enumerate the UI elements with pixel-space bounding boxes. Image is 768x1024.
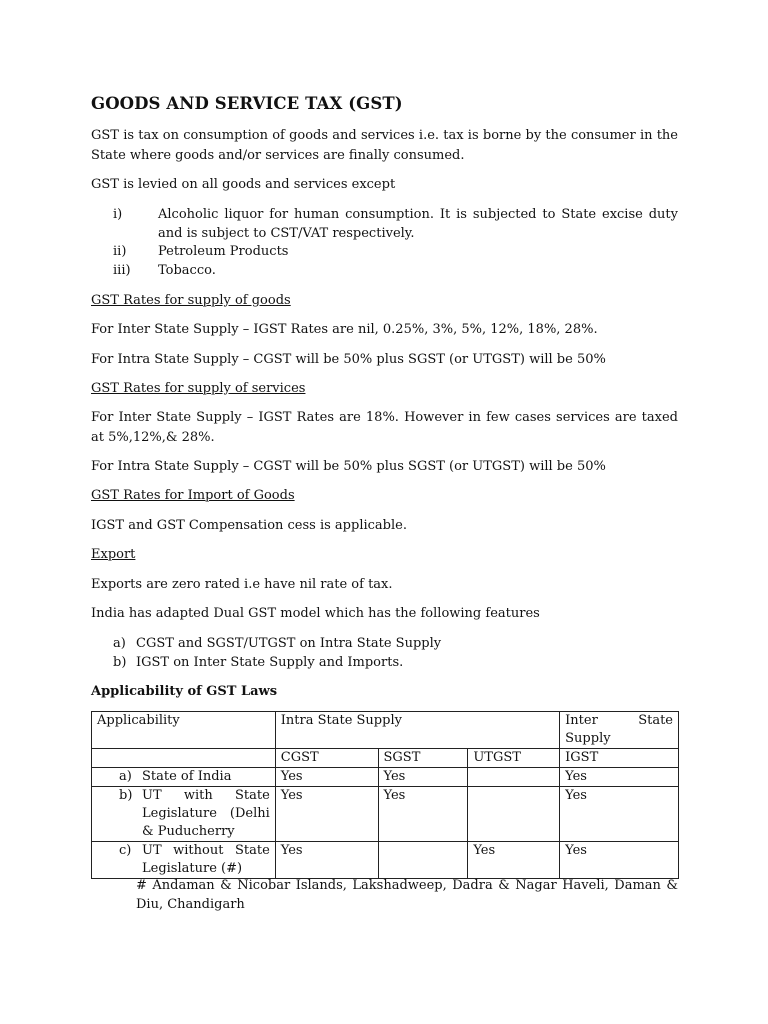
table-row bbox=[92, 787, 679, 842]
levied-paragraph: GST is levied on all goods and services except bbox=[91, 177, 396, 192]
table-subheader-row bbox=[92, 749, 679, 768]
page-title: GOODS AND SERVICE TAX (GST) bbox=[91, 94, 403, 113]
row-label-text: UT without State Legislature (#) bbox=[142, 843, 270, 876]
goods-heading: GST Rates for supply of goods bbox=[91, 293, 291, 308]
igst-cell: Yes bbox=[560, 842, 679, 879]
services-intra-paragraph: For Intra State Supply – CGST will be 50% plus SGST (or UTGST) will be 50% bbox=[91, 459, 606, 474]
export-paragraph: Exports are zero rated i.e have nil rate of tax. bbox=[91, 577, 393, 592]
header-applicability: Applicability bbox=[92, 712, 276, 749]
services-heading: GST Rates for supply of services bbox=[91, 381, 306, 396]
subheader-utgst: UTGST bbox=[468, 749, 560, 768]
list-number: ii) bbox=[113, 244, 127, 259]
header-supply-word: Supply bbox=[565, 731, 611, 746]
sgst-cell bbox=[378, 842, 468, 879]
applicability-heading: Applicability of GST Laws bbox=[91, 684, 278, 699]
row-label bbox=[92, 787, 276, 842]
subheader-cgst: CGST bbox=[275, 749, 378, 768]
table-row bbox=[92, 842, 679, 879]
list-number: a) bbox=[113, 636, 126, 651]
list-text: IGST on Inter State Supply and Imports. bbox=[136, 655, 404, 670]
header-inter-state bbox=[560, 712, 679, 749]
goods-inter-paragraph: For Inter State Supply – IGST Rates are nil, 0.25%, 3%, 5%, 12%, 18%, 28%. bbox=[91, 322, 598, 337]
header-inter-word: Inter bbox=[565, 713, 598, 728]
header-intra-state: Intra State Supply bbox=[275, 712, 559, 749]
import-paragraph: IGST and GST Compensation cess is applicable. bbox=[91, 518, 407, 533]
row-label-text: UT with State Legislature (Delhi & Puducherry bbox=[142, 788, 270, 839]
export-heading: Export bbox=[91, 547, 136, 562]
sgst-cell: Yes bbox=[378, 787, 468, 842]
list-number: i) bbox=[113, 207, 123, 222]
subheader-sgst: SGST bbox=[378, 749, 468, 768]
row-label bbox=[92, 842, 276, 879]
empty-cell bbox=[92, 749, 276, 768]
table-row bbox=[92, 768, 679, 787]
igst-cell: Yes bbox=[560, 787, 679, 842]
table-header-row bbox=[92, 712, 679, 749]
cgst-cell: Yes bbox=[275, 787, 378, 842]
list-text: CGST and SGST/UTGST on Intra State Supply bbox=[136, 636, 442, 651]
goods-intra-paragraph: For Intra State Supply – CGST will be 50% plus SGST (or UTGST) will be 50% bbox=[91, 352, 606, 367]
services-inter-paragraph: For Inter State Supply – IGST Rates are 18%. However in few cases services are taxed at 5%,12%,& 28%. bbox=[91, 410, 678, 445]
row-number: c) bbox=[119, 843, 132, 858]
list-number: iii) bbox=[113, 263, 131, 278]
list-text: Alcoholic liquor for human consumption. It is subjected to State excise duty and is subject to CST/VAT respectively. bbox=[158, 207, 678, 241]
utgst-cell: Yes bbox=[468, 842, 560, 879]
table-footnote: # Andaman & Nicobar Islands, Lakshadweep, Dadra & Nagar Haveli, Daman & Diu, Chandigarh bbox=[136, 878, 678, 912]
sgst-cell: Yes bbox=[378, 768, 468, 787]
subheader-igst: IGST bbox=[560, 749, 679, 768]
igst-cell: Yes bbox=[560, 768, 679, 787]
dual-gst-paragraph: India has adapted Dual GST model which has the following features bbox=[91, 606, 540, 621]
list-number: b) bbox=[113, 655, 127, 670]
utgst-cell bbox=[468, 768, 560, 787]
applicability-table bbox=[91, 711, 679, 879]
row-label-text: State of India bbox=[142, 769, 232, 784]
cgst-cell: Yes bbox=[275, 842, 378, 879]
list-text: Petroleum Products bbox=[158, 244, 289, 259]
cgst-cell: Yes bbox=[275, 768, 378, 787]
row-number: b) bbox=[119, 788, 133, 803]
header-state-word: State bbox=[638, 713, 673, 728]
intro-paragraph: GST is tax on consumption of goods and services i.e. tax is borne by the consumer in the State where goods and/or services are finally consumed. bbox=[91, 128, 678, 163]
import-heading: GST Rates for Import of Goods bbox=[91, 488, 295, 503]
row-label bbox=[92, 768, 276, 787]
row-number: a) bbox=[119, 769, 132, 784]
utgst-cell bbox=[468, 787, 560, 842]
list-text: Tobacco. bbox=[158, 263, 216, 278]
